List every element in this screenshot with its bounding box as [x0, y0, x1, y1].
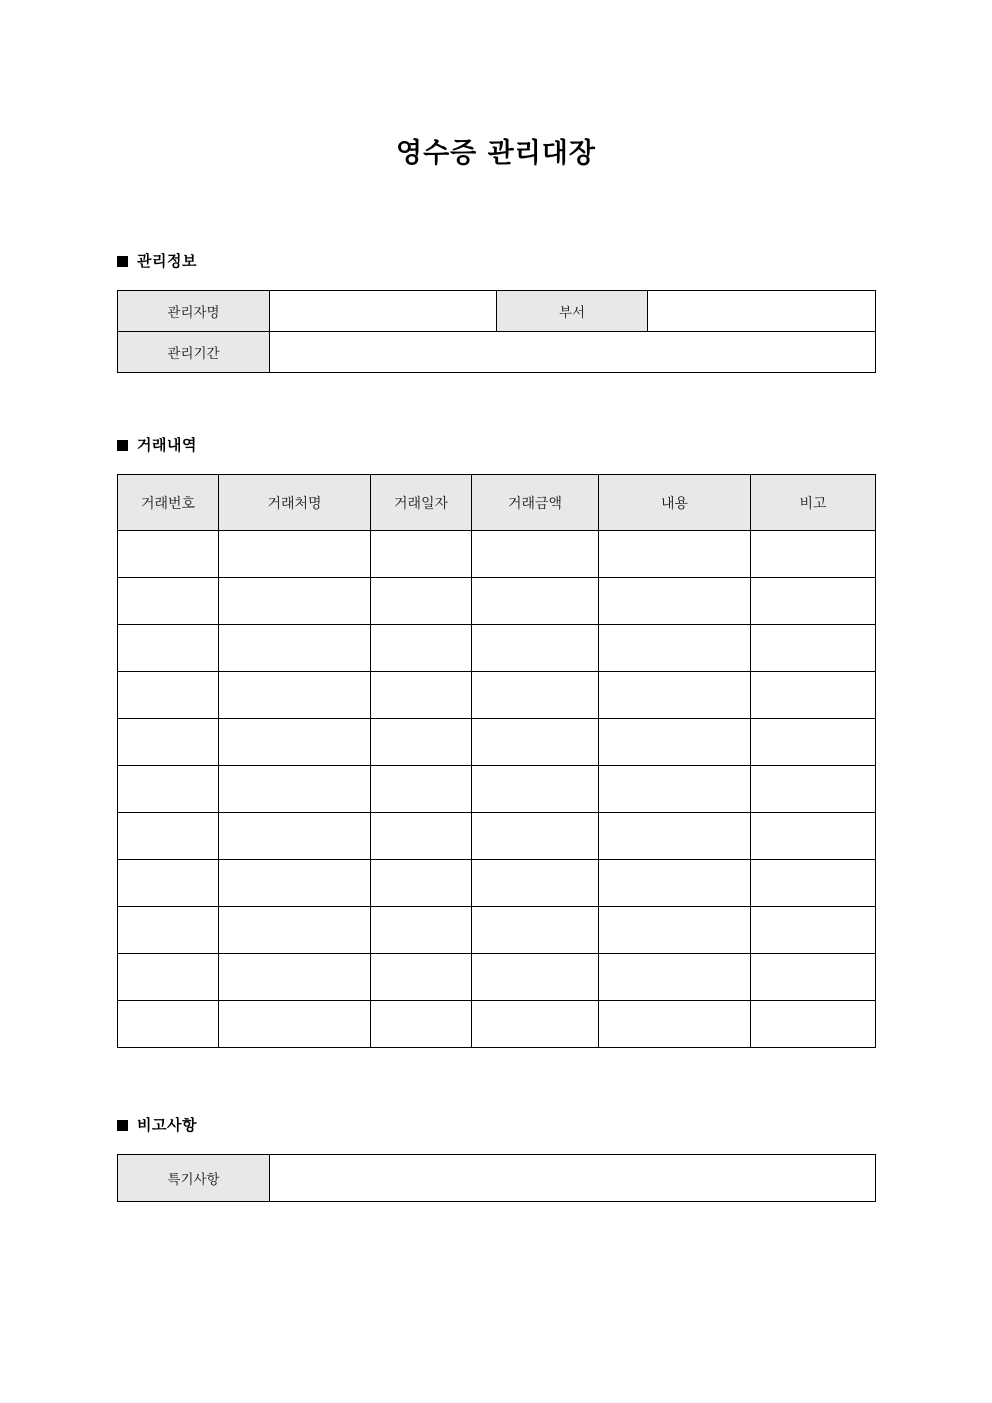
section-heading-label: 비고사항 [137, 1116, 197, 1135]
section-remarks [117, 1118, 875, 1202]
cell-description[interactable] [599, 907, 751, 954]
section-heading-label: 거래내역 [137, 436, 197, 455]
cell-vendor-name[interactable] [219, 813, 371, 860]
section-heading-remarks [117, 1118, 875, 1133]
cell-transaction-date[interactable] [371, 719, 472, 766]
table-row [118, 907, 876, 954]
section-transactions [117, 438, 875, 1048]
cell-note[interactable] [751, 625, 876, 672]
square-bullet-icon [117, 440, 128, 451]
management-period-value[interactable] [270, 332, 876, 373]
cell-transaction-amount[interactable] [472, 672, 599, 719]
column-header-description: 내용 [599, 475, 751, 531]
cell-description[interactable] [599, 860, 751, 907]
cell-vendor-name[interactable] [219, 625, 371, 672]
cell-transaction-no[interactable] [118, 1001, 219, 1048]
cell-transaction-date[interactable] [371, 672, 472, 719]
cell-transaction-amount[interactable] [472, 1001, 599, 1048]
table-row [118, 813, 876, 860]
cell-note[interactable] [751, 860, 876, 907]
heading-table-gap [117, 1133, 875, 1154]
table-row [118, 954, 876, 1001]
cell-transaction-amount[interactable] [472, 578, 599, 625]
cell-transaction-no[interactable] [118, 578, 219, 625]
section-heading-transactions [117, 438, 875, 453]
cell-transaction-amount[interactable] [472, 766, 599, 813]
cell-transaction-date[interactable] [371, 860, 472, 907]
cell-transaction-no[interactable] [118, 531, 219, 578]
cell-transaction-no[interactable] [118, 672, 219, 719]
cell-transaction-date[interactable] [371, 1001, 472, 1048]
cell-description[interactable] [599, 672, 751, 719]
table-row [118, 860, 876, 907]
transactions-table [117, 474, 876, 1048]
cell-vendor-name[interactable] [219, 531, 371, 578]
table-row [118, 719, 876, 766]
cell-description[interactable] [599, 813, 751, 860]
table-row [118, 1155, 876, 1202]
cell-vendor-name[interactable] [219, 578, 371, 625]
table-row [118, 578, 876, 625]
title-spacer [117, 170, 875, 254]
heading-table-gap [117, 269, 875, 290]
column-header-transaction-amount: 거래금액 [472, 475, 599, 531]
special-notes-value[interactable] [270, 1155, 876, 1202]
transactions-table-body [118, 531, 876, 1048]
cell-vendor-name[interactable] [219, 907, 371, 954]
cell-description[interactable] [599, 578, 751, 625]
table-row [118, 672, 876, 719]
cell-transaction-date[interactable] [371, 578, 472, 625]
cell-note[interactable] [751, 672, 876, 719]
cell-vendor-name[interactable] [219, 954, 371, 1001]
cell-transaction-no[interactable] [118, 625, 219, 672]
table-row [118, 531, 876, 578]
cell-description[interactable] [599, 1001, 751, 1048]
cell-note[interactable] [751, 907, 876, 954]
square-bullet-icon [117, 256, 128, 267]
table-row [118, 766, 876, 813]
cell-transaction-no[interactable] [118, 813, 219, 860]
cell-transaction-amount[interactable] [472, 813, 599, 860]
management-info-table [117, 290, 876, 373]
cell-transaction-date[interactable] [371, 766, 472, 813]
cell-transaction-amount[interactable] [472, 719, 599, 766]
cell-note[interactable] [751, 813, 876, 860]
cell-vendor-name[interactable] [219, 766, 371, 813]
cell-transaction-amount[interactable] [472, 625, 599, 672]
cell-transaction-no[interactable] [118, 766, 219, 813]
table-row [118, 332, 876, 373]
table-row [118, 1001, 876, 1048]
cell-vendor-name[interactable] [219, 719, 371, 766]
cell-transaction-amount[interactable] [472, 860, 599, 907]
cell-transaction-no[interactable] [118, 860, 219, 907]
manager-name-label: 관리자명 [118, 291, 270, 332]
cell-transaction-date[interactable] [371, 531, 472, 578]
cell-description[interactable] [599, 531, 751, 578]
remarks-table [117, 1154, 876, 1202]
cell-note[interactable] [751, 954, 876, 1001]
cell-transaction-date[interactable] [371, 954, 472, 1001]
heading-table-gap [117, 453, 875, 474]
cell-description[interactable] [599, 954, 751, 1001]
page-title: 영수증 관리대장 [396, 138, 596, 169]
section-heading-management-info [117, 254, 875, 269]
column-header-transaction-date: 거래일자 [371, 475, 472, 531]
cell-transaction-no[interactable] [118, 954, 219, 1001]
table-row [118, 625, 876, 672]
department-value[interactable] [648, 291, 876, 332]
table-row [118, 291, 876, 332]
section-management-info [117, 254, 875, 373]
square-bullet-icon [117, 1120, 128, 1131]
section-gap-2 [117, 1048, 875, 1118]
department-label: 부서 [497, 291, 648, 332]
cell-vendor-name[interactable] [219, 672, 371, 719]
cell-transaction-no[interactable] [118, 719, 219, 766]
cell-description[interactable] [599, 719, 751, 766]
column-header-note: 비고 [751, 475, 876, 531]
cell-description[interactable] [599, 625, 751, 672]
cell-transaction-amount[interactable] [472, 531, 599, 578]
cell-note[interactable] [751, 578, 876, 625]
cell-note[interactable] [751, 1001, 876, 1048]
table-header-row [118, 475, 876, 531]
cell-transaction-amount[interactable] [472, 907, 599, 954]
cell-note[interactable] [751, 719, 876, 766]
cell-transaction-amount[interactable] [472, 954, 599, 1001]
cell-transaction-date[interactable] [371, 907, 472, 954]
section-heading-label: 관리정보 [137, 252, 197, 271]
special-notes-label: 특기사항 [118, 1155, 270, 1202]
cell-vendor-name[interactable] [219, 1001, 371, 1048]
cell-note[interactable] [751, 766, 876, 813]
column-header-vendor-name: 거래처명 [219, 475, 371, 531]
column-header-transaction-no: 거래번호 [118, 475, 219, 531]
cell-transaction-date[interactable] [371, 625, 472, 672]
manager-name-value[interactable] [270, 291, 497, 332]
section-gap-1 [117, 373, 875, 438]
cell-note[interactable] [751, 531, 876, 578]
cell-transaction-date[interactable] [371, 813, 472, 860]
cell-transaction-no[interactable] [118, 907, 219, 954]
cell-description[interactable] [599, 766, 751, 813]
management-period-label: 관리기간 [118, 332, 270, 373]
cell-vendor-name[interactable] [219, 860, 371, 907]
